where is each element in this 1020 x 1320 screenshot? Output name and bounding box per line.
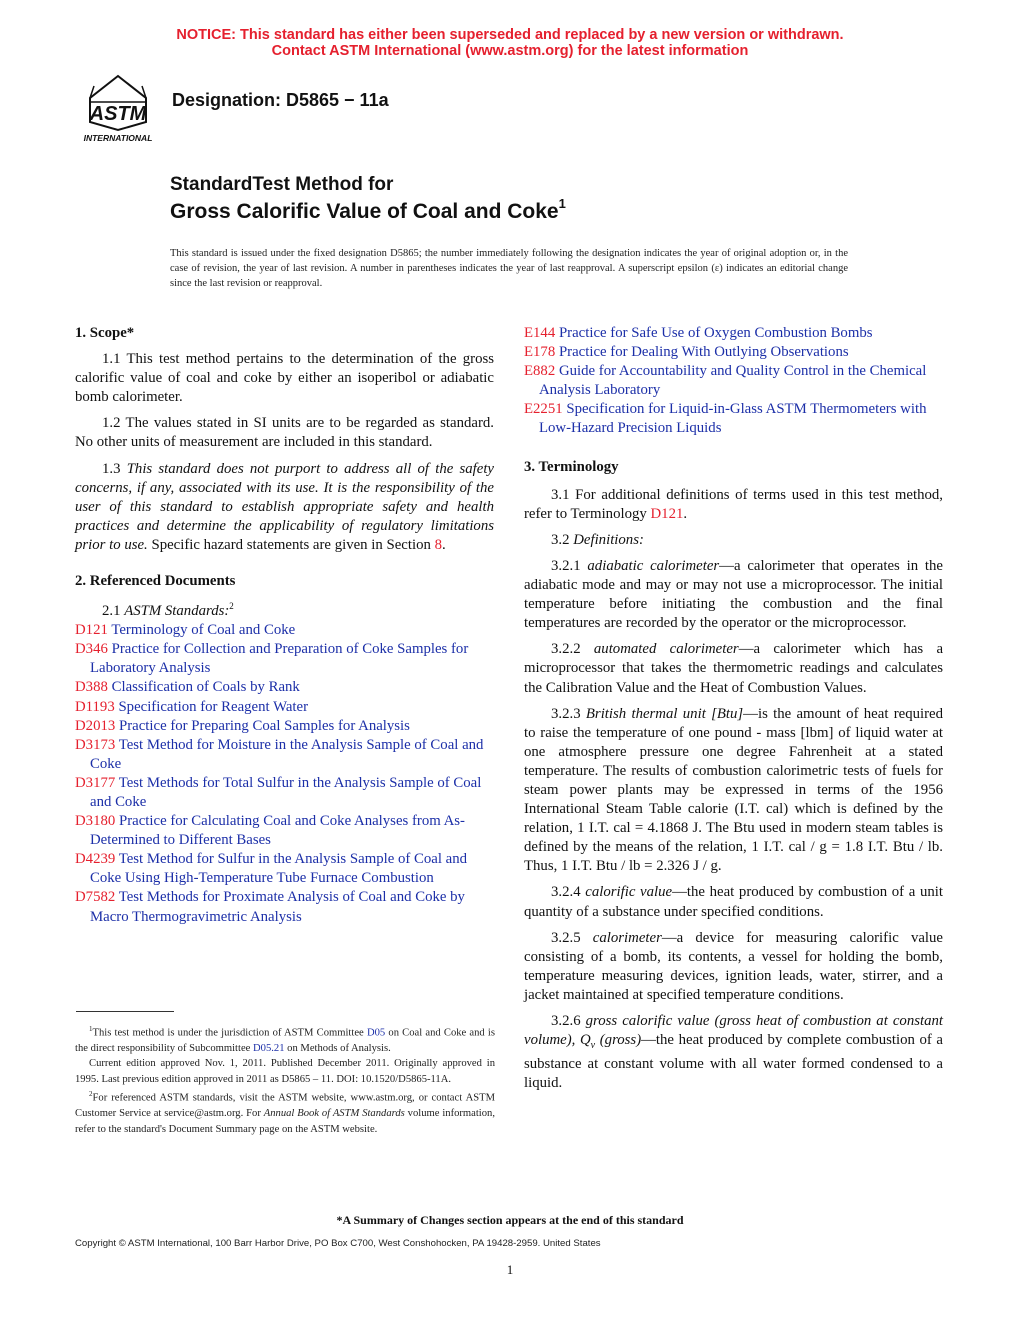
reference-code[interactable]: D121 <box>75 622 108 639</box>
title-line-2 <box>170 198 566 224</box>
definition-num: 3.2.2 <box>551 641 581 658</box>
definition-text: —is the amount of heat required to raise the temperature of one pound - mass [lbm] of liquid water at one atmosphere pressure one degree Fahrenheit at a stated temperature. The results of combustion calorimetric tests of fuels for steam power plants may be expressed in terms of the 1956 International Steam Table calorie (I.T. cal) which is defined by the relation, 1 I.T. cal = 4.1868 J. The Btu used in modern steam tables is defined by the means of the relation, 1 I.T. cal / g = 1.8 I.T. Btu / lb. Thus, 1 I.T. Btu / lb = 2.326 J / g. <box>524 705 944 875</box>
reference-item[interactable] <box>75 850 494 888</box>
astm-standards-fn: 2 <box>229 601 234 612</box>
term-3-2 <box>524 531 943 550</box>
section-8-link[interactable]: 8 <box>434 536 442 553</box>
scope-p1: 1.1 This test method pertains to the determination of the gross calorific value of coal and coke by either an isoperibol or adiabatic bomb calorimeter. <box>75 351 494 406</box>
scope-p3 <box>75 460 494 555</box>
term-3-2-label: Definitions: <box>573 531 644 548</box>
def6-text: —the heat produced by complete combustion of a substance at constant volume with all water formed condensed to a liquid. <box>524 1032 943 1092</box>
reference-code[interactable]: E882 <box>524 363 556 380</box>
def6-term2: (gross) <box>595 1032 642 1049</box>
fn1-b: on Coal and Coke and is the direct responsibility of Subcommittee <box>75 1027 495 1054</box>
def6-term: gross calorific value (gross heat of combustion at constant volume), Q <box>524 1013 943 1049</box>
reference-item[interactable] <box>75 621 494 640</box>
scope-p3-num: 1.3 <box>102 460 121 477</box>
reference-code[interactable]: E178 <box>524 344 556 361</box>
footnote-2 <box>75 1087 495 1137</box>
reference-item[interactable] <box>75 640 494 678</box>
definition-3-2-6 <box>524 1012 943 1093</box>
scope-p3-tail: Specific hazard statements are given in Section <box>151 536 431 553</box>
reference-title[interactable]: Practice for Collection and Preparation of Coke Samples for Laboratory Analysis <box>90 641 469 677</box>
reference-code[interactable]: E2251 <box>524 401 563 418</box>
fn2-mark: 2 <box>89 1090 93 1099</box>
title-footnote-mark: 1 <box>558 196 566 211</box>
reference-code[interactable]: D346 <box>75 641 108 658</box>
definition-term: automated calorimeter <box>593 641 739 658</box>
fn1-mark: 1 <box>89 1025 93 1033</box>
fn1-a: This test method is under the jurisdiction of ASTM Committee <box>92 1027 364 1039</box>
left-reference-list <box>75 621 494 927</box>
designation: Designation: D5865 − 11a <box>172 90 389 110</box>
definition-num: 3.2.1 <box>551 557 581 574</box>
reference-item[interactable] <box>524 343 943 362</box>
definition-term: British thermal unit [Btu] <box>585 705 744 722</box>
terminology-heading: 3. Terminology <box>524 458 619 475</box>
definition-item <box>524 640 943 697</box>
scope-p2: 1.2 The values stated in SI units are to be regarded as standard. No other units of measurement are included in this standard. <box>75 415 494 451</box>
reference-title[interactable]: Test Method for Sulfur in the Analysis Sample of Coal and Coke Using High-Temperature Tube Furnace Combustion <box>90 851 468 887</box>
reference-item[interactable] <box>75 698 494 717</box>
reference-title[interactable]: Practice for Dealing With Outlying Observations <box>558 344 849 361</box>
notice-line-2: Contact ASTM International (www.astm.org) for the latest information <box>271 43 749 59</box>
right-reference-list <box>524 324 943 439</box>
logo-subtext: INTERNATIONAL <box>83 133 153 143</box>
fn1-c: on Methods of Analysis. <box>287 1042 391 1054</box>
astm-logo-icon <box>74 72 162 144</box>
summary-note: *A Summary of Changes section appears at the end of this standard <box>336 1213 684 1227</box>
definition-item <box>524 705 943 877</box>
reference-code[interactable]: E144 <box>524 325 556 341</box>
left-column <box>75 324 494 927</box>
def6-num: 3.2.6 <box>551 1013 581 1029</box>
reference-item[interactable] <box>75 774 494 812</box>
definitions-list <box>524 557 943 1005</box>
reference-code[interactable]: D2013 <box>75 717 116 734</box>
committee-d05-link[interactable]: D05 <box>366 1027 386 1039</box>
reference-item[interactable] <box>75 812 494 850</box>
astm-logo <box>74 72 162 144</box>
title-line-1: StandardTest Method for <box>170 174 394 195</box>
astm-standards-text: ASTM Standards: <box>124 603 230 620</box>
reference-title[interactable]: Test Method for Moisture in the Analysis Sample of Coal and Coke <box>90 736 484 772</box>
reference-code[interactable]: D3180 <box>75 813 116 830</box>
logo-text: ASTM <box>89 103 147 125</box>
fn2-italic: Annual Book of ASTM Standards <box>263 1108 405 1120</box>
reference-title[interactable]: Practice for Safe Use of Oxygen Combustion Bombs <box>558 325 873 341</box>
term-3-2-num: 3.2 <box>551 531 570 548</box>
definition-num: 3.2.5 <box>551 929 581 946</box>
reference-code[interactable]: D1193 <box>75 698 115 715</box>
reference-item[interactable] <box>75 678 494 697</box>
astm-standards-label <box>75 597 494 621</box>
fn2-b: volume information, refer to the standard's Document Summary page on the ASTM website. <box>75 1108 495 1135</box>
astm-standards-num: 2.1 <box>102 603 121 620</box>
page-number: 1 <box>506 1262 514 1277</box>
definition-text: —a calorimeter that operates in the adiabatic mode and may or may not use a microprocessor. The initial temperature before initiating the combustion and the final temperatures are recorded by the operator or the microprocessor. <box>524 557 943 632</box>
reference-title[interactable]: Practice for Preparing Coal Samples for Analysis <box>118 717 410 734</box>
definition-term: calorific value <box>585 884 673 901</box>
copyright: Copyright © ASTM International, 100 Barr Harbor Drive, PO Box C700, West Conshohocken, PA 19428-2959. United States <box>75 1238 601 1249</box>
d121-link[interactable]: D121 <box>650 505 684 522</box>
reference-title[interactable]: Practice for Calculating Coal and Coke Analyses from As-Determined to Different Bases <box>90 813 465 849</box>
fn2-a: For referenced ASTM standards, visit the ASTM website, www.astm.org, or contact ASTM Customer Service at service@astm.org. For <box>75 1092 495 1120</box>
reference-title[interactable]: Test Methods for Total Sulfur in the Analysis Sample of Coal and Coke <box>90 774 482 810</box>
reference-item[interactable] <box>75 736 494 774</box>
definition-item <box>524 883 943 921</box>
reference-code[interactable]: D7582 <box>75 889 116 906</box>
definition-term: adiabatic calorimeter <box>587 557 720 574</box>
referenced-heading: 2. Referenced Documents <box>75 573 236 590</box>
scope-p3-italic: This standard does not purport to address all of the safety concerns, if any, associated with its use. It is the responsibility of the user of this standard to establish appropriate safety and health practices and determine the applicability of regulatory limitations prior to use. <box>75 460 494 553</box>
scope-p3-end: . <box>441 536 446 553</box>
scope-heading: 1. Scope* <box>75 325 135 341</box>
right-column <box>524 324 943 1093</box>
definition-num: 3.2.4 <box>551 884 581 901</box>
reference-code[interactable]: D4239 <box>75 851 116 868</box>
footnote-1-p2: Current edition approved Nov. 1, 2011. Published December 2011. Originally approved in 1995. Last previous edition approved in 2011 as D5865 – 11. DOI: 10.1520/D5865-11A. <box>75 1058 495 1085</box>
reference-item[interactable] <box>75 717 494 736</box>
reference-title[interactable]: Guide for Accountability and Quality Control in the Chemical Analysis Laboratory <box>539 363 927 399</box>
footnote-1 <box>75 1022 495 1056</box>
reference-code[interactable]: D3173 <box>75 736 116 753</box>
reference-item[interactable] <box>75 888 494 926</box>
definition-text: —the heat produced by combustion of a unit quantity of a substance under specified conditions. <box>524 884 943 920</box>
definition-num: 3.2.3 <box>551 705 581 722</box>
term-3-1 <box>524 486 943 524</box>
definition-item <box>524 929 943 1005</box>
definition-text: —a device for measuring calorific value consisting of a bomb, its contents, a vessel for holding the bomb, temperature measuring devices, ignition leads, water, stirrer, and a jacket maintained at specified temperature conditions. <box>524 929 943 1003</box>
term-3-1-text: 3.1 For additional definitions of terms used in this test method, refer to Terminology <box>524 486 943 522</box>
def6-sub: v <box>590 1040 596 1052</box>
footnote-divider <box>76 1011 174 1012</box>
definition-item <box>524 557 943 633</box>
issued-note: This standard is issued under the fixed designation D5865; the number immediately following the designation indicates the year of original adoption or, in the case of revision, the year of last revision. A number in parentheses indicates the year of last reapproval. A superscript epsilon (ε) indicates an editorial change since the last revision or reapproval. <box>170 248 848 290</box>
definition-text: —a calorimeter which has a microprocessor that takes the thermometric readings and calculates the Calibration Value and the Heat of Combustion Values. <box>524 641 944 696</box>
term-3-1-end: . <box>683 505 688 522</box>
reference-item[interactable] <box>524 324 943 343</box>
reference-title[interactable]: Specification for Reagent Water <box>118 698 309 715</box>
reference-title[interactable]: Specification for Liquid-in-Glass ASTM Thermometers with Low-Hazard Precision Liquids <box>539 401 927 437</box>
definition-term: calorimeter <box>592 929 662 946</box>
reference-code[interactable]: D388 <box>75 679 108 696</box>
footnotes <box>75 1022 495 1137</box>
reference-title[interactable]: Classification of Coals by Rank <box>111 679 300 696</box>
reference-item[interactable] <box>524 400 943 438</box>
reference-item[interactable] <box>524 362 943 400</box>
reference-title[interactable]: Terminology of Coal and Coke <box>111 622 296 639</box>
notice-line-1: NOTICE: This standard has either been superseded and replaced by a new version or withdrawn. <box>176 27 844 43</box>
reference-title[interactable]: Test Methods for Proximate Analysis of Coal and Coke by Macro Thermogravimetric Analysis <box>90 889 465 925</box>
subcommittee-d05-21-link[interactable]: D05.21 <box>253 1042 285 1054</box>
reference-code[interactable]: D3177 <box>75 774 116 791</box>
title-text: Gross Calorific Value of Coal and Coke <box>170 200 559 223</box>
